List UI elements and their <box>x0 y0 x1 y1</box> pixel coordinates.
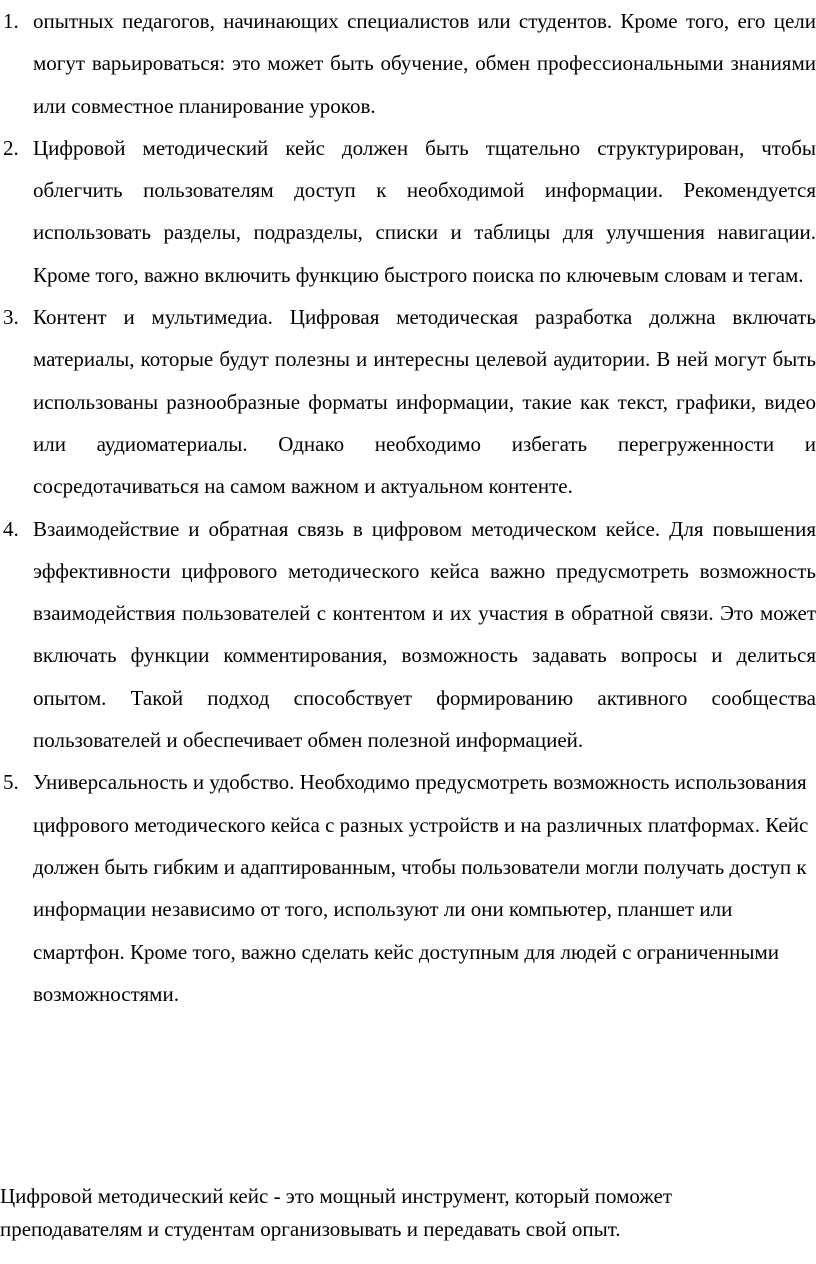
list-item-4 <box>0 508 816 762</box>
list-item-number: 1. <box>3 9 19 33</box>
list-item-1 <box>0 0 816 127</box>
list-item-number: 5. <box>3 770 19 795</box>
list-item-number: 3. <box>3 305 19 330</box>
list-item-text: Контент и мультимедиа. Цифровая методическая разработка должна включать материалы, которые будут полезны и интересны целевой аудитории. В ней могут быть использованы разнообразные форматы информации, такие как текст, графики, видео или аудиоматериалы. Однако необходимо избегать перегруженности и сосредотачиваться на самом важном и актуальном контенте. <box>33 305 816 499</box>
list-item-number: 4. <box>3 516 19 541</box>
list-item-5 <box>0 761 816 1015</box>
list-item-text: опытных педагогов, начинающих специалистов или студентов. Кроме того, его цели могут варьироваться: это может быть обучение, обмен профессиональными знаниями или совместное планирование уроков. <box>33 9 816 118</box>
list-item-3 <box>0 296 816 507</box>
closing-paragraph: Цифровой методический кейс - это мощный инструмент, который поможет преподавателям и студентам организовывать и передавать свой опыт. <box>0 1184 673 1241</box>
list-item-2 <box>0 127 816 296</box>
list-item-text: Цифровой методический кейс должен быть тщательно структурирован, чтобы облегчить пользователям доступ к необходимой информации. Рекомендуется использовать разделы, подразделы, списки и таблицы для улучшения навигации. Кроме того, важно включить функцию быстрого поиска по ключевым словам и тегам. <box>33 135 816 287</box>
list-item-text: Взаимодействие и обратная связь в цифровом методическом кейсе. Для повышения эффективности цифрового методического кейса важно предусмотреть возможность взаимодействия пользователей с контентом и их участия в обратной связи. Это может включать функции комментирования, возможность задавать вопросы и делиться опытом. Такой подход способствует формированию активного сообщества пользователей и обеспечивает обмен полезной информацией. <box>33 516 816 753</box>
list-item-number: 2. <box>3 135 19 160</box>
list-item-text: Универсальность и удобство. Необходимо предусмотреть возможность использования цифрового методического кейса с разных устройств и на различных платформах. Кейс должен быть гибким и адаптированным, чтобы пользователи могли получать доступ к информации независимо от того, используют ли они компьютер, планшет или смартфон. Кроме того, важно сделать кейс доступным для людей с ограниченными возможностями. <box>33 770 809 1006</box>
